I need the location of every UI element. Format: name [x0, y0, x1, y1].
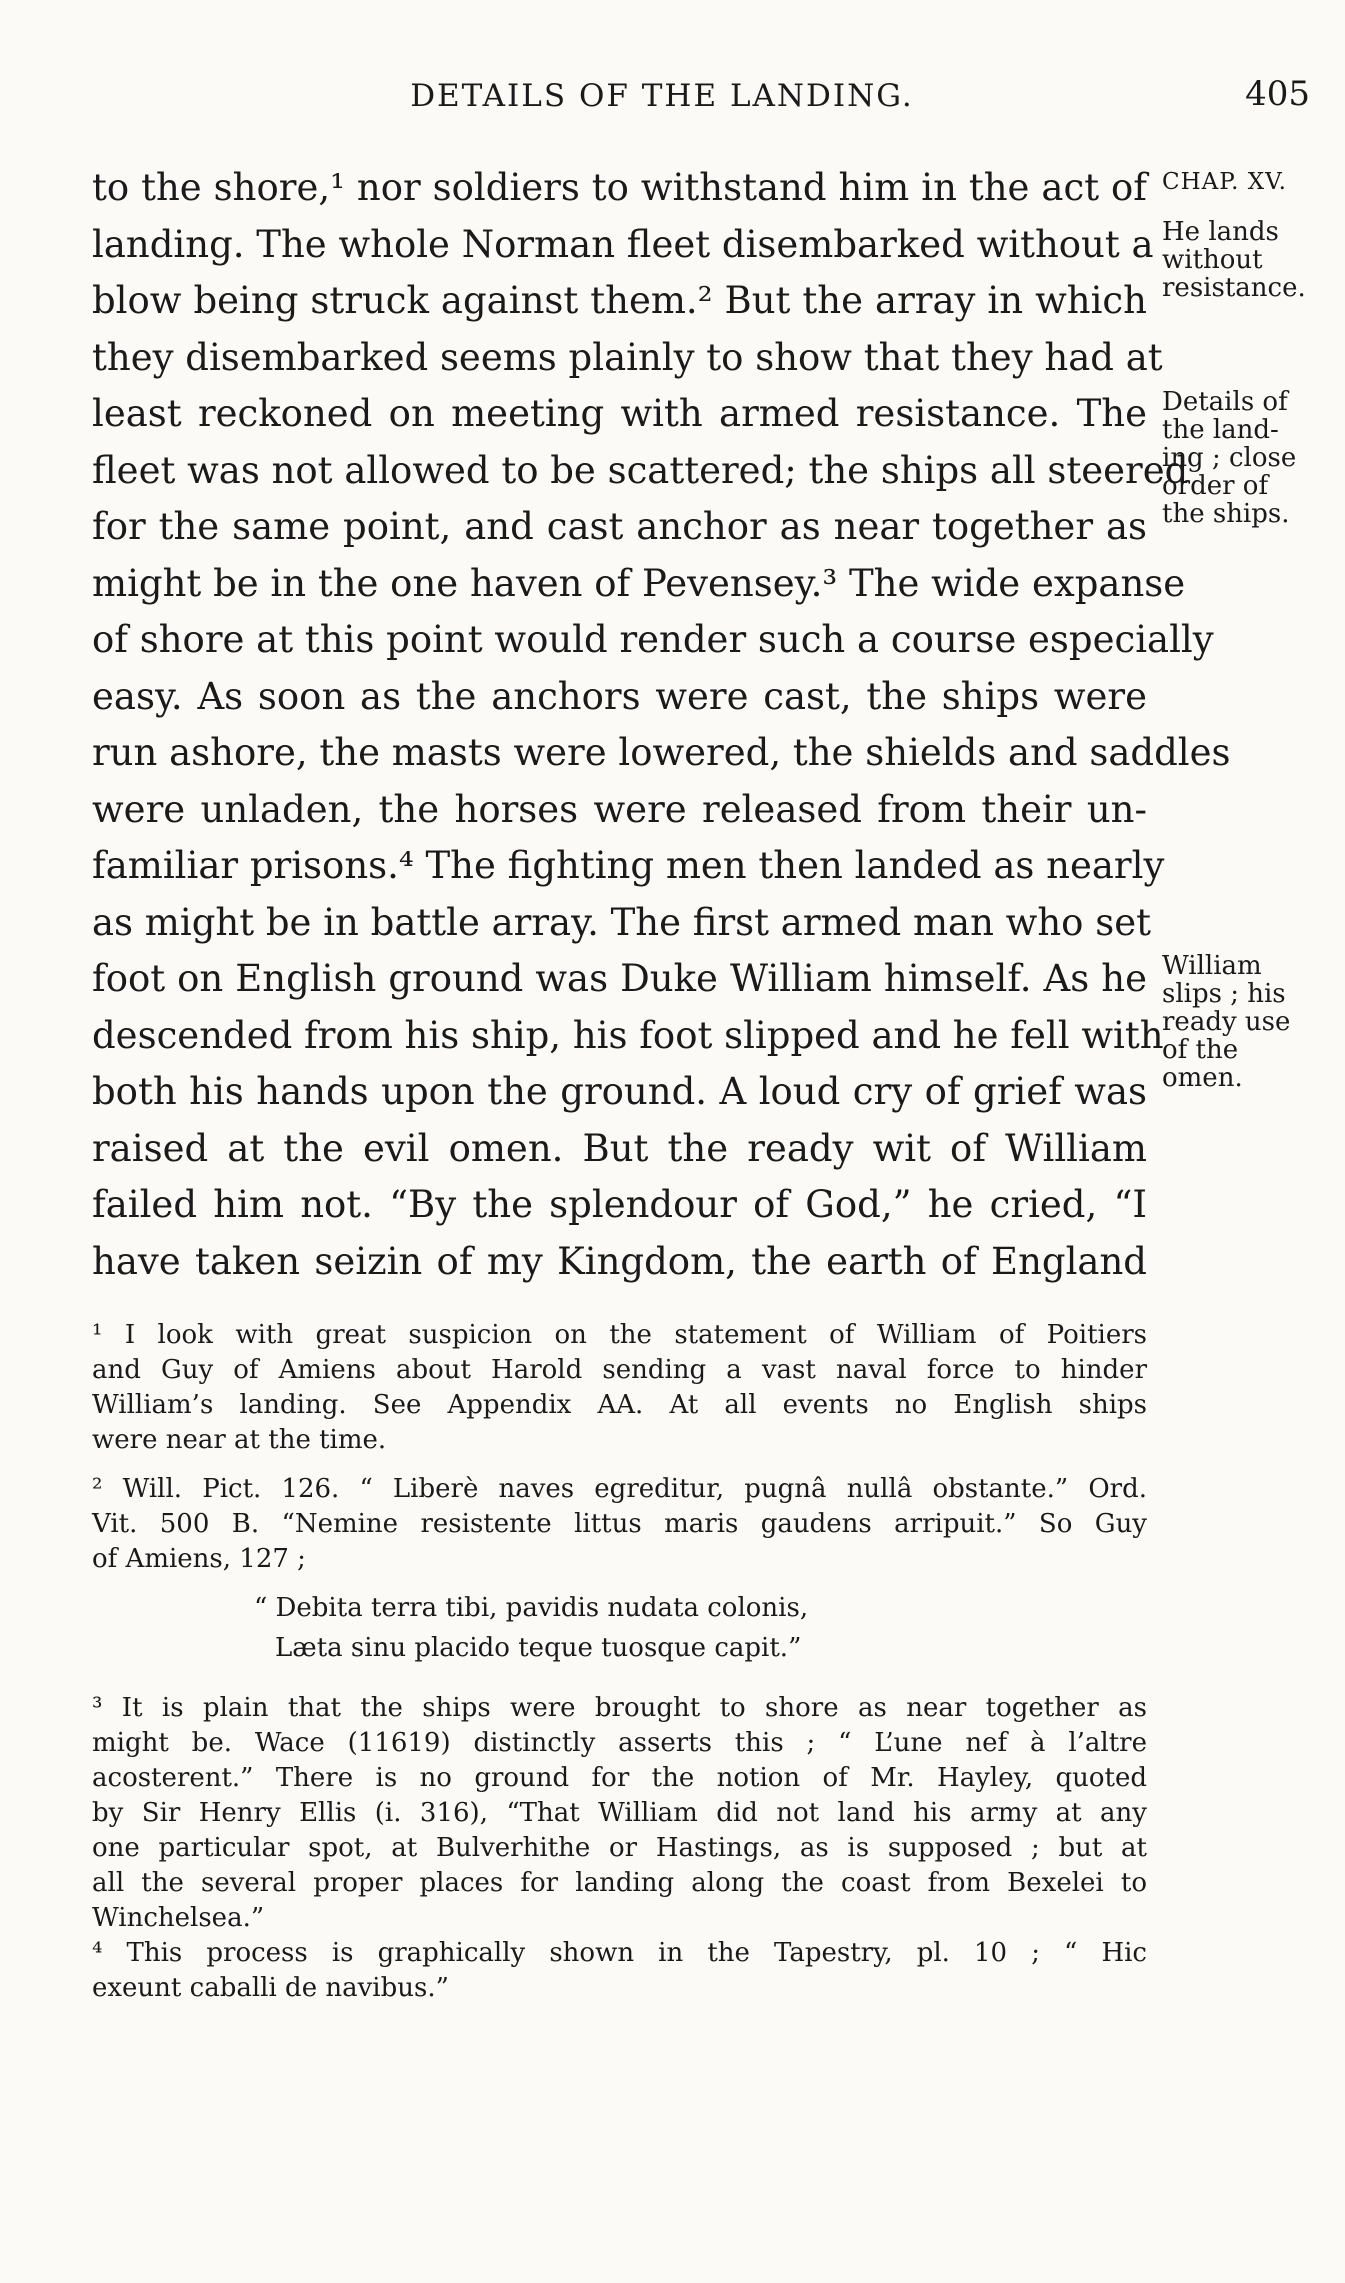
- footnote-line: ² Will. Pict. 126. “ Liberè naves egreditur, pugnâ nullâ obstante.” Ord.: [92, 1474, 1147, 1504]
- footnote-line: might be. Wace (11619) distinctly asserts this ; “ L’une nef à l’altre: [92, 1728, 1147, 1758]
- margin-note-line: of the: [1162, 1035, 1239, 1065]
- footnote-line: were near at the time.: [92, 1425, 387, 1455]
- body-line: raised at the evil omen. But the ready wit of William: [92, 1126, 1147, 1170]
- footnote-2: [92, 1472, 1147, 1577]
- verse-line: Læta sinu placido teque tuosque capit.”: [275, 1633, 802, 1663]
- margin-note-line: order of: [1162, 471, 1269, 501]
- body-line: they disembarked seems plainly to show that they had at: [92, 335, 1163, 379]
- body-line: were unladen, the horses were released from their un-: [92, 787, 1147, 831]
- margin-note-william: [1162, 952, 1314, 1092]
- body-line: least reckoned on meeting with armed resistance. The: [92, 392, 1147, 435]
- body-line: of shore at this point would render such a course especially: [92, 618, 1214, 661]
- body-line: descended from his ship, his foot slipped and he fell with: [92, 1013, 1164, 1057]
- body-line: might be in the one haven of Pevensey.³ The wide expanse: [92, 561, 1186, 605]
- footnote-line: exeunt caballi de navibus.”: [92, 1973, 449, 2003]
- footnote-gap: [92, 1458, 1147, 1472]
- body-line: familiar prisons.⁴ The fighting men then landed as nearly: [92, 844, 1165, 887]
- footnote-3: [92, 1691, 1147, 1936]
- footnote-line: of Amiens, 127 ;: [92, 1544, 306, 1574]
- margin-note-chapter: CHAP. XV.: [1162, 169, 1287, 195]
- body-line: easy. As soon as the anchors were cast, the ships were: [92, 674, 1147, 718]
- footnote-line: William’s landing. See Appendix AA. At all events no English ships: [92, 1390, 1147, 1420]
- margin-note-line: ing ; close: [1162, 443, 1297, 473]
- running-title: DETAILS OF THE LANDING.: [410, 78, 914, 114]
- margin-note-line: the land-: [1162, 415, 1279, 445]
- body-line: fleet was not allowed to be scattered; the ships all steered: [92, 448, 1189, 492]
- margin-note-line: without: [1162, 245, 1263, 275]
- margin-note-line: William: [1162, 951, 1262, 981]
- footnote-line: acosterent.” There is no ground for the notion of Mr. Hayley, quoted: [92, 1763, 1147, 1793]
- margin-note-line: Details of: [1162, 387, 1288, 417]
- body-line: both his hands upon the ground. A loud cry of grief was: [92, 1070, 1147, 1113]
- footnote-1: [92, 1318, 1147, 1458]
- body-line: failed him not. “By the splendour of God,” he cried, “I: [92, 1183, 1147, 1226]
- body-line: landing. The whole Norman fleet disembarked without a: [92, 222, 1154, 266]
- footnote-line: ¹ I look with great suspicion on the statement of William of Poitiers: [92, 1320, 1147, 1350]
- footnote-line: all the several proper places for landing along the coast from Bexelei to: [92, 1868, 1147, 1898]
- body-line: foot on English ground was Duke William himself. As he: [92, 957, 1147, 1000]
- footnote-4: [92, 1936, 1147, 2006]
- footnote-line: ⁴ This process is graphically shown in the Tapestry, pl. 10 ; “ Hic: [92, 1938, 1147, 1968]
- margin-note-line: omen.: [1162, 1063, 1243, 1093]
- margin-note-details: [1162, 388, 1314, 528]
- footnote-line: ³ It is plain that the ships were brought to shore as near together as: [92, 1693, 1147, 1723]
- body-line: for the same point, and cast anchor as near together as: [92, 505, 1147, 548]
- footnote-line: Vit. 500 B. “Nemine resistente littus maris gaudens arripuit.” So Guy: [92, 1509, 1147, 1539]
- body-line: blow being struck against them.² But the array in which: [92, 279, 1147, 322]
- footnote-line: one particular spot, at Bulverhithe or Hastings, as is supposed ; but at: [92, 1833, 1147, 1863]
- margin-note-line: resistance.: [1162, 273, 1306, 303]
- verse-line: “ Debita terra tibi, pavidis nudata colonis,: [254, 1593, 809, 1623]
- footnote-line: Winchelsea.”: [92, 1903, 265, 1933]
- margin-note-line: He lands: [1162, 217, 1279, 247]
- margin-note-line: ready use: [1162, 1007, 1291, 1037]
- margin-note-line: the ships.: [1162, 499, 1290, 529]
- page-number: 405: [1245, 74, 1310, 114]
- body-line: to the shore,¹ nor soldiers to withstand him in the act of: [92, 166, 1147, 209]
- margin-note-line: slips ; his: [1162, 979, 1286, 1009]
- footnote-line: and Guy of Amiens about Harold sending a vast naval force to hinder: [92, 1355, 1147, 1385]
- margin-note-lands: [1162, 218, 1314, 302]
- body-line: as might be in battle array. The first armed man who set: [92, 900, 1151, 944]
- verse-block: [92, 1577, 1147, 1677]
- footnote-line: by Sir Henry Ellis (i. 316), “That William did not land his army at any: [92, 1798, 1147, 1828]
- footnotes: [92, 1318, 1147, 2006]
- footnote-gap: [92, 1677, 1147, 1691]
- body-line: run ashore, the masts were lowered, the shields and saddles: [92, 731, 1231, 774]
- body-line: have taken seizin of my Kingdom, the earth of England: [92, 1239, 1147, 1283]
- running-head: [92, 74, 1310, 118]
